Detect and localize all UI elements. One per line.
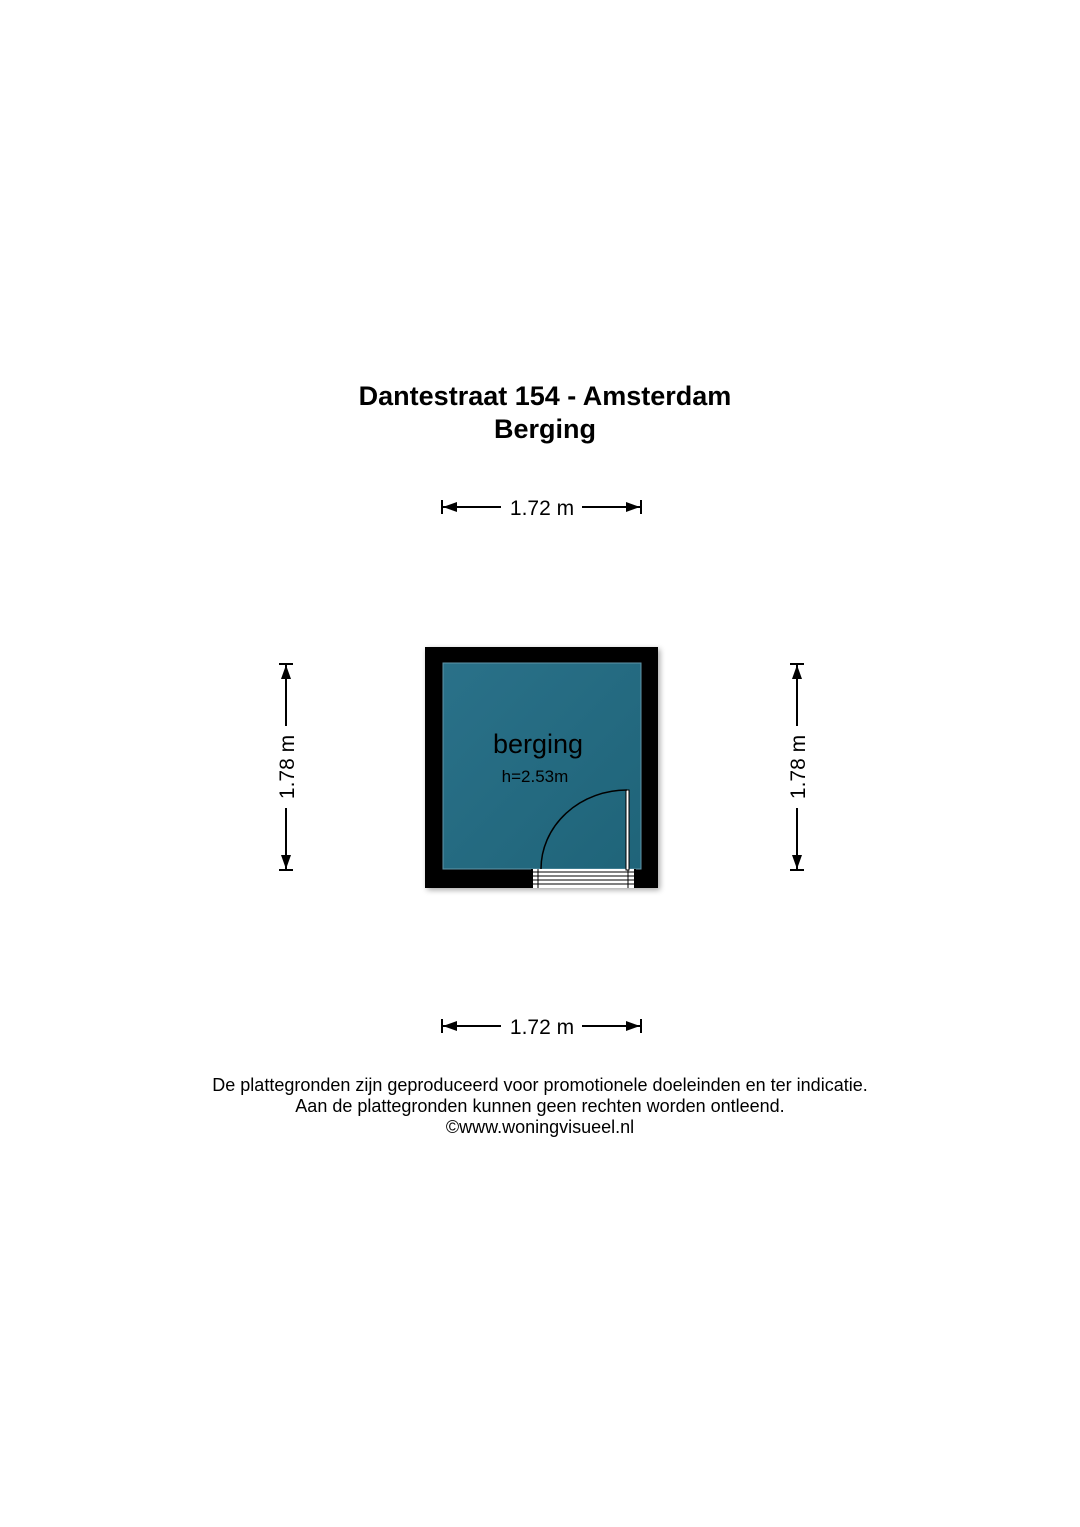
door-leaf xyxy=(626,790,629,870)
floor-subtitle: Berging xyxy=(493,414,596,444)
dimension-left xyxy=(276,664,299,870)
room-berging xyxy=(425,647,658,888)
dimension-top xyxy=(442,497,641,520)
dimension-bottom-label: 1.72 m xyxy=(509,1016,575,1039)
dimension-top-label: 1.72 m xyxy=(509,497,575,520)
dimension-right xyxy=(787,664,810,870)
room-height: h=2.53m xyxy=(501,767,569,786)
page-title: Dantestraat 154 - Amsterdam xyxy=(358,381,732,411)
dimension-right-label: 1.78 m xyxy=(787,734,810,800)
disclaimer-line-2: Aan de plattegronden kunnen geen rechten worden ontleend. xyxy=(295,1096,785,1116)
disclaimer-line-1: De plattegronden zijn geproduceerd voor promotionele doeleinden en ter indicatie. xyxy=(212,1075,868,1095)
dimension-bottom xyxy=(442,1016,641,1039)
room-name: berging xyxy=(492,729,584,759)
dimension-left-label: 1.78 m xyxy=(276,734,299,800)
room-floor xyxy=(443,663,641,869)
disclaimer xyxy=(0,1075,1080,1138)
copyright-link: ©www.woningvisueel.nl xyxy=(445,1117,635,1137)
